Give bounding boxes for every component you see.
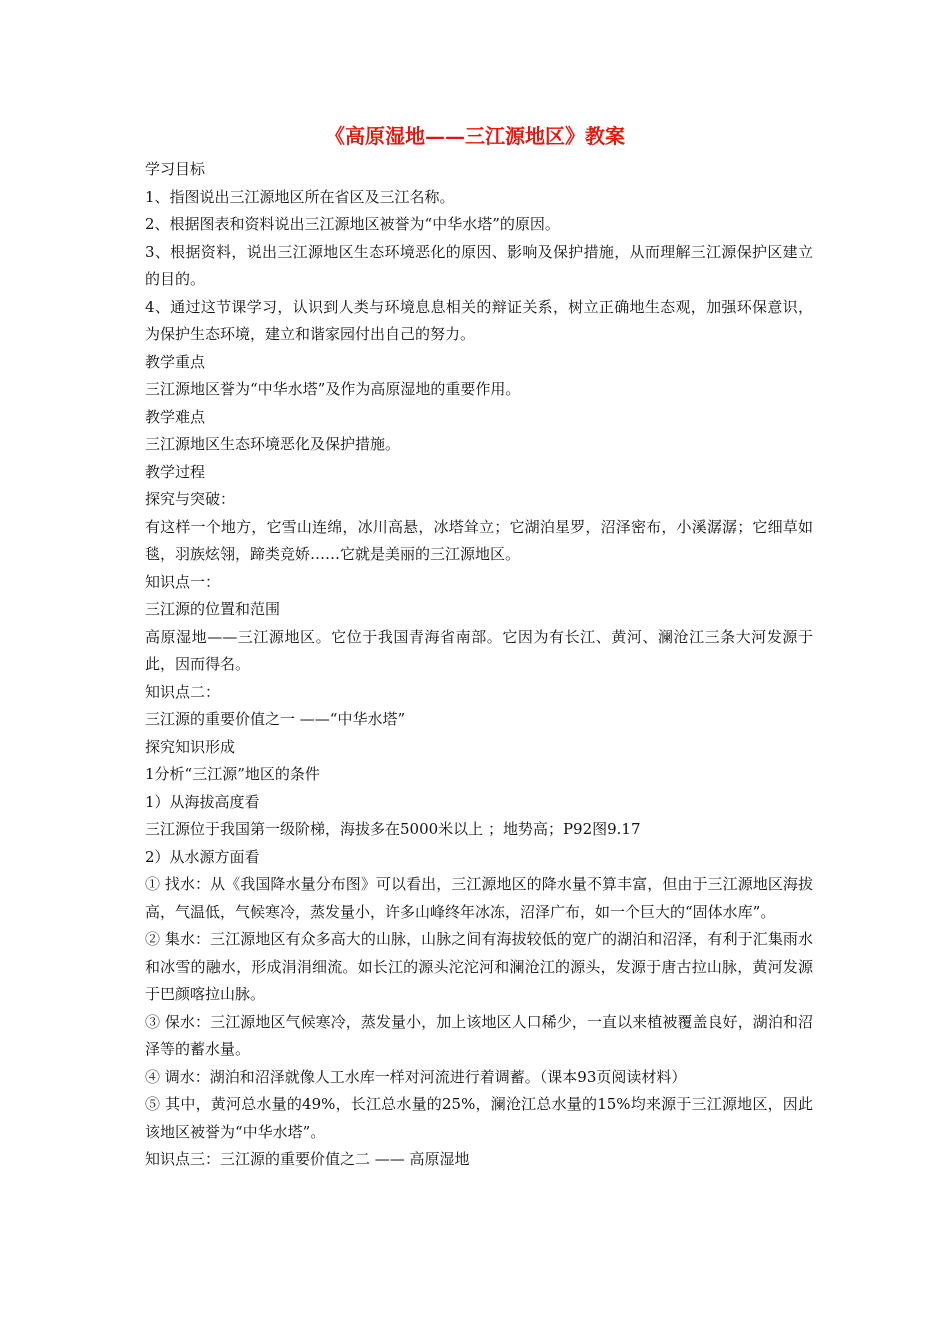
paragraph: ⑤ 其中，黄河总水量的49%，长江总水量的25%，澜沧江总水量的15%均来源于三江源地区，因此该地区被誉为“中华水塔”。 [145, 1095, 813, 1141]
section-heading: 教学重点 [145, 352, 206, 371]
paragraph: 3、根据资料，说出三江源地区生态环境恶化的原因、影响及保护措施，从而理解三江源保护区建立的目的。 [145, 242, 813, 288]
paragraph: 探究与突破： [145, 490, 236, 508]
paragraph: 知识点三：三江源的重要价值之二 —— 高原湿地 [145, 1150, 470, 1168]
paragraph: 三江源地区生态环境恶化及保护措施。 [145, 435, 401, 453]
paragraph: ④ 调水：湖泊和沼泽就像人工水库一样对河流进行着调蓄。（课本93页阅读材料） [145, 1067, 687, 1086]
document-body [145, 156, 813, 1174]
paragraph: 三江源地区誉为“中华水塔”及作为高原湿地的重要作用。 [145, 380, 521, 398]
section-heading: 学习目标 [145, 160, 206, 178]
section-heading: 教学难点 [145, 407, 206, 426]
paragraph: ③ 保水：三江源地区气候寒冷，蒸发量小，加上该地区人口稀少，一直以来植被覆盖良好，湖泊和沼泽等的蓄水量。 [145, 1012, 813, 1058]
paragraph: 4、通过这节课学习，认识到人类与环境息息相关的辩证关系，树立正确地生态观，加强环保意识，为保护生态环境，建立和谐家园付出自己的努力。 [145, 297, 813, 343]
paragraph: 1分析“三江源”地区的条件 [145, 765, 320, 783]
paragraph: 高原湿地——三江源地区。它位于我国青海省南部。它因为有长江、黄河、澜沧江三条大河发源于此，因而得名。 [145, 627, 813, 673]
section-heading: 教学过程 [145, 462, 206, 481]
paragraph: 2、根据图表和资料说出三江源地区被誉为“中华水塔”的原因。 [145, 215, 560, 233]
paragraph: 探究知识形成 [145, 737, 236, 756]
paragraph: 三江源的重要价值之一 ——“中华水塔” [145, 710, 406, 728]
paragraph: 1）从海拔高度看 [145, 792, 260, 811]
document-title: 《高原湿地——三江源地区》教案 [325, 124, 625, 148]
paragraph: 有这样一个地方，它雪山连绵，冰川高悬，冰塔耸立；它湖泊星罗，沼泽密布，小溪潺潺；它细草如毯，羽族炫翎，蹄类竞娇……它就是美丽的三江源地区。 [145, 517, 813, 563]
paragraph: 2）从水源方面看 [145, 847, 260, 866]
paragraph: ② 集水：三江源地区有众多高大的山脉，山脉之间有海拔较低的宽广的湖泊和沼泽，有利于汇集雨水和冰雪的融水，形成涓涓细流。如长江的源头沱沱河和澜沧江的源头，发源于唐古拉山脉，黄河发源于巴颜喀拉山脉。 [145, 930, 813, 1003]
paragraph: 三江源的位置和范围 [145, 600, 281, 618]
paragraph: ① 找水：从《我国降水量分布图》可以看出，三江源地区的降水量不算丰富，但由于三江源地区海拔高，气温低，气候寒冷，蒸发量小，许多山峰终年冰冻，沼泽广布，如一个巨大的“固体水库”。 [145, 875, 813, 921]
paragraph: 三江源位于我国第一级阶梯，海拔多在5000米以上 ；地势高；P92图9.17 [145, 820, 641, 838]
paragraph: 1、指图说出三江源地区所在省区及三江名称。 [145, 187, 455, 206]
paragraph: 知识点一： [145, 572, 221, 591]
paragraph: 知识点二： [145, 682, 221, 701]
